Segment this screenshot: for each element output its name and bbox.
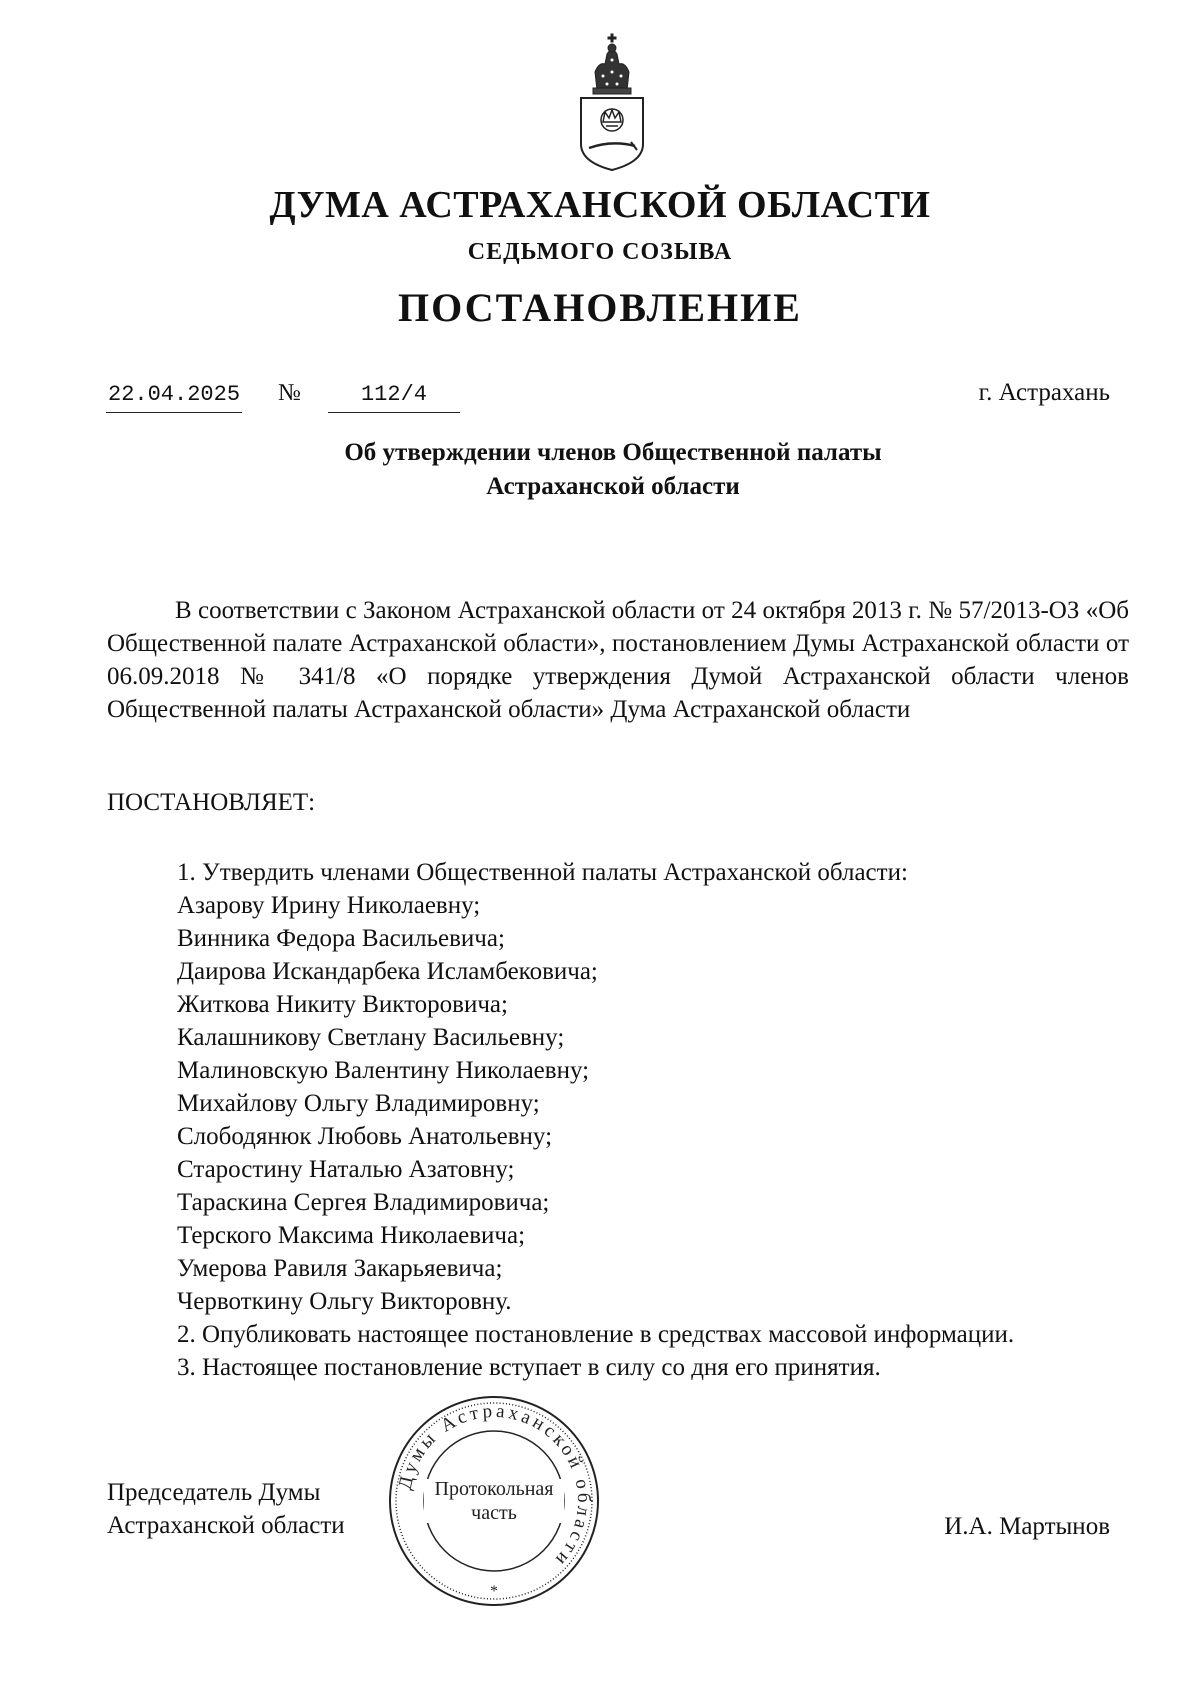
stamp-star-icon: * [490,1583,498,1600]
coat-of-arms-icon [575,32,649,172]
item-2: 2. Опубликовать настоящее постановление в средствах массовой информации. [177,1321,1015,1348]
stamp-center-line-2: часть [471,1502,517,1524]
signer-title [107,1476,345,1542]
document-type: ПОСТАНОВЛЕНИЕ [398,285,802,330]
stamp-ring-text: Думы Астраханской области [394,1400,595,1572]
organization-name: ДУМА АСТРАХАНСКОЙ ОБЛАСТИ [269,184,931,226]
stamp-center-line-1: Протокольная [434,1478,554,1500]
member-list-item: Умерова Равиля Закарьяевича; [177,1255,503,1282]
member-list-item: Тараскина Сергея Владимировича; [177,1189,550,1216]
member-list-item: Червоткину Ольгу Викторовну. [177,1288,512,1315]
document-date [106,378,242,413]
member-list-item: Терского Максима Николаевича; [177,1222,526,1249]
member-list-item: Винника Федора Васильевича; [177,925,505,952]
signer-name: И.А. Мартынов [944,1513,1110,1540]
document-city: г. Астрахань [978,379,1110,406]
document-subject [0,436,1200,504]
member-list-item: Михайлову Ольгу Владимировну; [177,1090,540,1117]
item-1: 1. Утвердить членами Общественной палаты Астраханской области: [177,859,908,886]
member-list-item: Житкова Никиту Викторовича; [177,991,508,1018]
resolution-items [177,856,1187,1384]
resolves-heading: ПОСТАНОВЛЯЕТ: [107,789,316,816]
document-number [328,378,468,413]
subject-line-2: Астраханской области [486,473,740,500]
member-list-item: Слободянюк Любовь Анатольевну; [177,1123,553,1150]
official-stamp [384,1391,604,1611]
member-list-item: Малиновскую Валентину Николаевну; [177,1057,590,1084]
document-date-value: 22.04.2025 [106,380,242,413]
member-list-item: Старостину Наталью Азатовну; [177,1156,515,1183]
item-3: 3. Настоящее постановление вступает в силу со дня его принятия. [177,1354,881,1381]
document-number-sign: № [278,380,301,406]
convocation: СЕДЬМОГО СОЗЫВА [467,239,733,265]
subject-line-1: Об утверждении членов Общественной палаты [344,439,882,466]
member-list-item: Калашникову Светлану Васильевну; [177,1024,565,1051]
document-number-value: 112/4 [328,380,460,413]
member-list-item: Азарову Ирину Николаевну; [177,892,481,919]
preamble-paragraph: В соответствии с Законом Астраханской области от 24 октября 2013 г. № 57/2013-ОЗ «Об Общественной палате Астраханской области», постановлением Думы Астраханской области от 06.09.2018 № 341/8 «О порядке утверждения Думой Астраханской области членов Общественной палаты Астраханской области» Дума Астраханской области [107,597,1129,723]
signer-title-line-1: Председатель Думы [107,1479,321,1506]
member-list-item: Даирова Искандарбека Исламбековича; [177,958,598,985]
signer-title-line-2: Астраханской области [107,1512,345,1539]
